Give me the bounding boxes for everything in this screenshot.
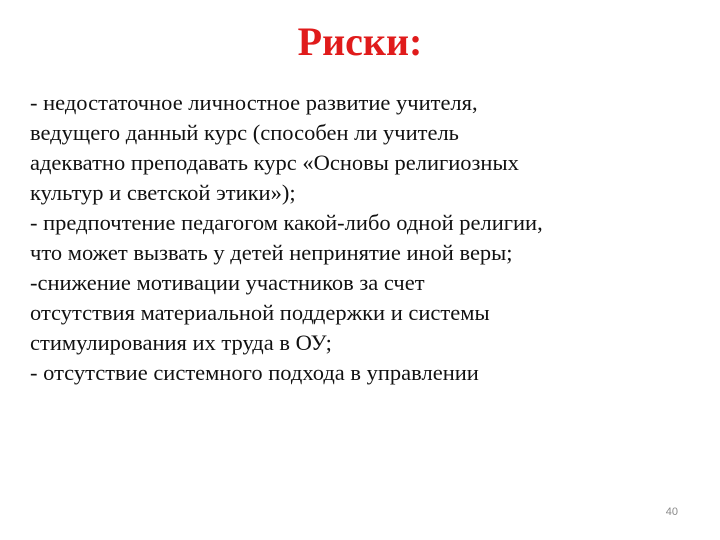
list-item (30, 208, 700, 268)
list-item-line: - недостаточное личностное развитие учителя, (30, 90, 478, 115)
list-item (30, 88, 700, 208)
list-item (30, 268, 700, 358)
list-item-line: - отсутствие системного подхода в управлении (30, 360, 479, 385)
list-item-line: адекватно преподавать курс «Основы религиозных (30, 150, 519, 175)
list-item-line: стимулирования их труда в ОУ; (30, 330, 332, 355)
list-item-line: что может вызвать у детей непринятие иной веры; (30, 240, 513, 265)
list-item-line: ведущего данный курс (способен ли учитель (30, 120, 459, 145)
slide-title: Риски: (297, 19, 423, 64)
page-number: 40 (665, 506, 678, 518)
list-item-line: культур и светской этики»); (30, 180, 296, 205)
list-item-line: - предпочтение педагогом какой-либо одной религии, (30, 210, 543, 235)
list-item-line: отсутствия материальной поддержки и системы (30, 300, 490, 325)
risk-list (30, 88, 700, 388)
list-item (30, 358, 700, 388)
list-item-line: -снижение мотивации участников за счет (30, 270, 425, 295)
